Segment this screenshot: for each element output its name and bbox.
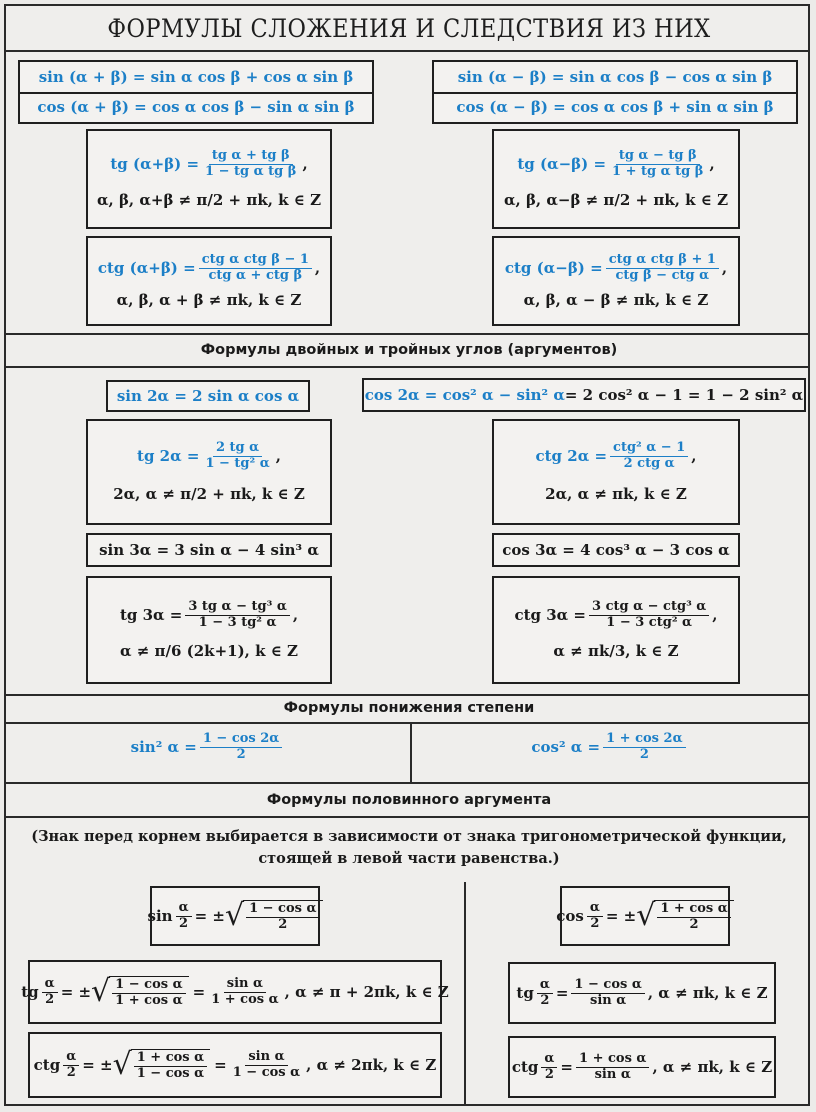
- half-cos-eq: = ±: [605, 907, 637, 925]
- divider: [6, 333, 808, 335]
- ctg3-numerator: 3 ctg α − ctg³ α: [589, 600, 709, 616]
- punctuation: ,: [275, 447, 281, 465]
- half-sin-denominator: 2: [278, 916, 288, 932]
- tg-minus-condition: α, β, α−β ≠ π/2 + πk, k ∈ Z: [503, 191, 729, 210]
- punctuation: ,: [292, 606, 299, 624]
- half-tg2-eq: =: [555, 984, 569, 1002]
- punctuation: ,: [314, 259, 321, 277]
- half-ctg2-arg-num: α: [541, 1052, 557, 1068]
- cos-plus-formula: cos (α + β) = cos α cos β − sin α sin β: [37, 98, 355, 116]
- section-title-half: Формулы половинного аргумента: [266, 792, 552, 808]
- sqrt-icon: √: [636, 898, 656, 933]
- sin-squared-numerator: 1 − cos 2α: [200, 732, 282, 748]
- tg-plus-lhs: tg (α+β) =: [110, 155, 200, 173]
- ctg-plus-denominator: ctg α + ctg β: [208, 267, 303, 283]
- half-tg1-arg-den: 2: [45, 991, 55, 1007]
- cos-squared-numerator: 1 + cos 2α: [603, 732, 685, 748]
- divider: [6, 366, 808, 368]
- tg3-condition: α ≠ π/6 (2k+1), k ∈ Z: [119, 642, 299, 661]
- half-tg1-numerator2: sin α: [224, 977, 266, 993]
- divider: [6, 722, 808, 724]
- tg2-lhs: tg 2α =: [137, 447, 200, 465]
- half-ctg1-condition: , α ≠ 2πk, k ∈ Z: [306, 1056, 437, 1074]
- divider: [6, 50, 808, 52]
- half-sin-arg-den: 2: [179, 915, 189, 931]
- punctuation: ,: [302, 155, 308, 173]
- half-tg1-denominator2: 1 + cos α: [211, 991, 279, 1007]
- half-cos-arg-num: α: [587, 901, 603, 917]
- box-divider: [20, 92, 372, 94]
- ctg3-lhs: ctg 3α =: [514, 606, 586, 624]
- cos2-formula-main: cos 2α = cos² α − sin² α: [364, 386, 565, 404]
- half-ctg2-fn: ctg: [511, 1058, 539, 1076]
- ctg-plus-lhs: ctg (α+β) =: [97, 259, 196, 277]
- sqrt-icon: √: [224, 898, 245, 933]
- sin3-box: [86, 533, 332, 567]
- sin-squared-denominator: 2: [236, 746, 246, 762]
- tg2-denominator: 1 − tg² α: [205, 455, 270, 471]
- half-tg2-arg-num: α: [537, 978, 553, 994]
- sin2-box: [106, 380, 310, 412]
- sin-cos-plus-box: [18, 60, 374, 124]
- punctuation: ,: [691, 447, 697, 465]
- half-tg1-denominator: 1 + cos α: [115, 992, 183, 1008]
- half-note-line-1: (Знак перед корнем выбирается в зависимости от знака тригонометрической функции,: [31, 828, 787, 845]
- half-ctg1-fn: ctg: [33, 1056, 61, 1074]
- half-tg1-arg-num: α: [42, 977, 58, 993]
- ctg3-condition: α ≠ πk/3, k ∈ Z: [553, 642, 679, 661]
- half-sin-fn: sin: [147, 907, 173, 925]
- cos-minus-formula: cos (α − β) = cos α cos β + sin α sin β: [456, 98, 774, 116]
- cos3-formula: cos 3α = 4 cos³ α − 3 cos α: [502, 541, 730, 559]
- half-ctg1-numerator2: sin α: [245, 1050, 287, 1066]
- half-ctg2-condition: , α ≠ πk, k ∈ Z: [652, 1058, 773, 1076]
- half-cos-numerator: 1 + cos α: [657, 902, 730, 918]
- half-ctg1-denominator: 1 − cos α: [136, 1065, 205, 1081]
- tg-minus-numerator: tg α − tg β: [616, 149, 700, 165]
- sin-squared-formula: [6, 732, 410, 763]
- half-ctg1-denominator2: 1 − cos α: [232, 1064, 301, 1080]
- ctg-minus-lhs: ctg (α−β) =: [504, 259, 603, 277]
- half-tg1-eq: = ±: [60, 983, 92, 1001]
- half-note-line-2: стоящей в левой части равенства.): [258, 850, 560, 867]
- half-tg2-numerator: 1 − cos α: [571, 978, 644, 994]
- tg2-box: [86, 419, 332, 525]
- divider: [464, 882, 466, 1104]
- tg-plus-denominator: 1 − tg α tg β: [205, 163, 297, 179]
- ctg2-denominator: 2 ctg α: [623, 455, 675, 471]
- ctg-plus-box: [86, 236, 332, 326]
- half-sin-eq: = ±: [194, 907, 225, 925]
- half-tg1-fn: tg: [21, 983, 39, 1001]
- sin2-formula: sin 2α = 2 sin α cos α: [116, 387, 300, 405]
- cos3-box: [492, 533, 740, 567]
- sin-minus-formula: sin (α − β) = sin α cos β − cos α sin β: [457, 68, 773, 86]
- ctg2-numerator: ctg² α − 1: [610, 441, 688, 457]
- cos-squared-formula: [412, 732, 808, 763]
- half-tg1-numerator: 1 − cos α: [112, 978, 185, 994]
- half-ctg2-arg-den: 2: [544, 1066, 554, 1082]
- ctg3-box: [492, 576, 740, 684]
- ctg-plus-condition: α, β, α + β ≠ πk, k ∈ Z: [116, 291, 302, 310]
- half-tg-box: [508, 962, 776, 1024]
- half-ctg-box: [508, 1036, 776, 1098]
- ctg2-box: [492, 419, 740, 525]
- sqrt-icon: √: [91, 974, 111, 1009]
- sin3-formula: sin 3α = 3 sin α − 4 sin³ α: [99, 541, 319, 559]
- half-cos-denominator: 2: [689, 916, 699, 932]
- half-ctg1-arg-num: α: [63, 1050, 79, 1066]
- page-title: ФОРМУЛЫ СЛОЖЕНИЯ И СЛЕДСТВИЯ ИЗ НИХ: [107, 14, 711, 43]
- half-sin-arg-num: α: [176, 901, 192, 917]
- half-tg1-eq2: =: [192, 983, 206, 1001]
- half-cos-box: [556, 886, 730, 946]
- cos-squared-lhs: cos² α =: [531, 738, 601, 757]
- cos2-box: [362, 378, 806, 412]
- half-cos-fn: cos: [556, 907, 584, 925]
- ctg-minus-condition: α, β, α − β ≠ πk, k ∈ Z: [523, 291, 709, 310]
- sin-squared-lhs: sin² α =: [130, 738, 197, 757]
- half-ctg2-numerator: 1 + cos α: [576, 1052, 649, 1068]
- tg-minus-lhs: tg (α−β) =: [517, 155, 607, 173]
- tg-plus-condition: α, β, α+β ≠ π/2 + πk, k ∈ Z: [96, 191, 322, 210]
- half-tg2-denominator: sin α: [590, 992, 627, 1008]
- tg-minus-box: [492, 129, 740, 229]
- ctg2-lhs: ctg 2α =: [535, 447, 608, 465]
- half-ctg-sqrt-box: [28, 1032, 442, 1098]
- tg3-box: [86, 576, 332, 684]
- half-ctg1-eq2: =: [214, 1056, 227, 1074]
- half-cos-arg-den: 2: [590, 915, 600, 931]
- half-tg1-condition: , α ≠ π + 2πk, k ∈ Z: [284, 983, 449, 1001]
- ctg-minus-box: [492, 236, 740, 326]
- sin-plus-formula: sin (α + β) = sin α cos β + cos α sin β: [38, 68, 354, 86]
- punctuation: ,: [712, 606, 718, 624]
- sin-cos-minus-box: [432, 60, 798, 124]
- half-tg2-fn: tg: [516, 984, 534, 1002]
- tg3-numerator: 3 tg α − tg³ α: [185, 600, 289, 616]
- tg-plus-box: [86, 129, 332, 229]
- half-sin-box: [147, 886, 320, 946]
- tg-plus-numerator: tg α + tg β: [209, 149, 293, 165]
- ctg-plus-numerator: ctg α ctg β − 1: [199, 253, 312, 269]
- punctuation: ,: [721, 259, 728, 277]
- ctg-minus-numerator: ctg α ctg β + 1: [606, 253, 719, 269]
- half-sin-numerator: 1 − cos α: [246, 902, 319, 918]
- punctuation: ,: [709, 155, 715, 173]
- half-ctg1-numerator: 1 + cos α: [134, 1051, 207, 1067]
- half-tg2-condition: , α ≠ πk, k ∈ Z: [647, 984, 768, 1002]
- half-ctg2-denominator: sin α: [594, 1066, 631, 1082]
- section-title-power: Формулы понижения степени: [283, 700, 535, 716]
- tg2-numerator: 2 tg α: [213, 441, 262, 457]
- cos-squared-denominator: 2: [639, 746, 649, 762]
- ctg-minus-denominator: ctg β − ctg α: [615, 267, 710, 283]
- formula-sheet: [4, 4, 810, 1106]
- tg2-condition: 2α, α ≠ π/2 + πk, k ∈ Z: [113, 485, 305, 504]
- tg3-lhs: tg 3α =: [119, 606, 183, 624]
- sqrt-icon: √: [112, 1047, 132, 1082]
- ctg2-condition: 2α, α ≠ πk, k ∈ Z: [545, 485, 687, 504]
- half-tg-sqrt-box: [21, 960, 449, 1024]
- half-ctg1-eq: = ±: [82, 1056, 113, 1074]
- tg3-denominator: 1 − 3 tg² α: [198, 614, 277, 630]
- divider: [6, 694, 808, 696]
- divider: [6, 816, 808, 818]
- section-title-double: Формулы двойных и тройных углов (аргументов): [200, 342, 618, 358]
- divider: [6, 782, 808, 784]
- half-tg2-arg-den: 2: [540, 992, 550, 1008]
- half-ctg1-arg-den: 2: [66, 1064, 76, 1080]
- box-divider: [434, 92, 796, 94]
- half-ctg2-eq: =: [560, 1058, 573, 1076]
- cos2-formula-rest: = 2 cos² α − 1 = 1 − 2 sin² α: [564, 386, 804, 404]
- ctg3-denominator: 1 − 3 ctg² α: [606, 614, 693, 630]
- tg-minus-denominator: 1 + tg α tg β: [612, 163, 704, 179]
